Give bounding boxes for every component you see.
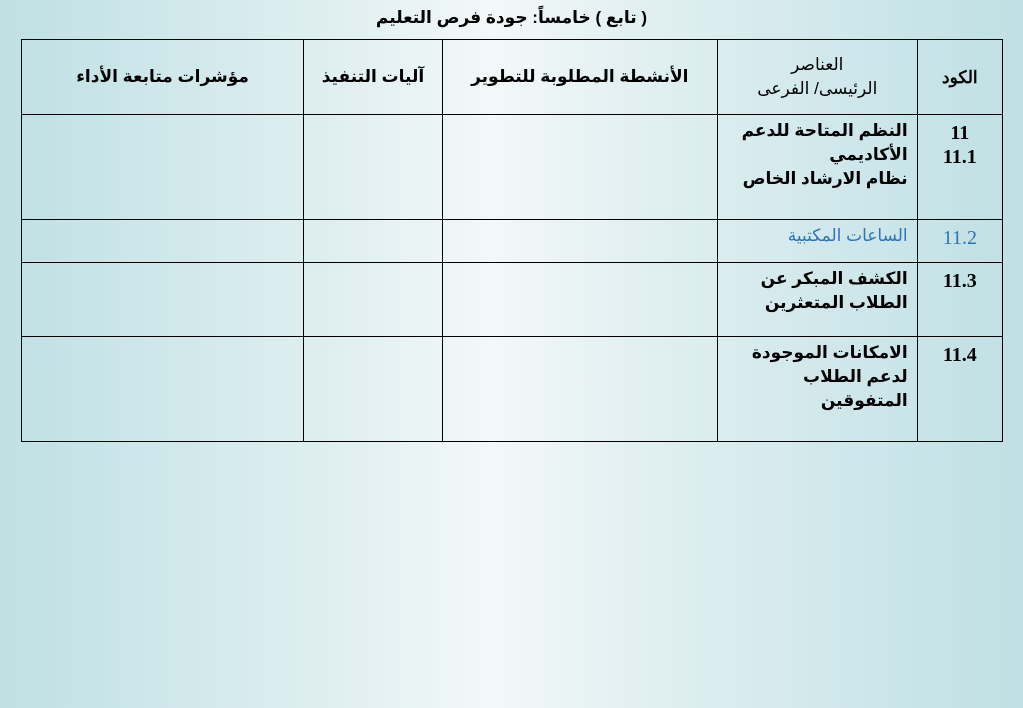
element-line: الأكاديمي (829, 145, 908, 164)
header-elements-line2: الرئيسى/ الفرعى (757, 79, 878, 98)
header-indicators: مؤشرات متابعة الأداء (22, 40, 304, 115)
header-activities: الأنشطة المطلوبة للتطوير (442, 40, 717, 115)
element-cell (717, 220, 917, 263)
page-title: ( تابع ) خامساً: جودة فرص التعليم (375, 8, 648, 27)
activities-cell[interactable] (442, 263, 717, 337)
header-mechanisms: آليات التنفيذ (304, 40, 443, 115)
header-elements-line1: العناصر (791, 55, 844, 74)
element-line: الكشف المبكر عن (760, 269, 908, 288)
element-line: الامكانات الموجودة (751, 343, 908, 362)
table-row (22, 220, 1003, 263)
header-elements (717, 40, 917, 115)
mechanisms-cell[interactable] (304, 220, 443, 263)
code-line: 11.1 (942, 146, 977, 168)
mechanisms-cell[interactable] (304, 115, 443, 220)
element-line: النظم المتاحة للدعم (741, 121, 908, 140)
code-cell (917, 220, 1002, 263)
element-line: الساعات المكتبية (787, 226, 908, 245)
table-row (22, 337, 1003, 442)
code-line: 11.2 (942, 227, 977, 249)
header-code: الكود (917, 40, 1002, 115)
code-cell (917, 263, 1002, 337)
indicators-cell[interactable] (22, 337, 304, 442)
table-row (22, 263, 1003, 337)
element-line: الطلاب المتعثرين (764, 293, 908, 312)
element-cell (717, 115, 917, 220)
code-cell (917, 337, 1002, 442)
code-line: 11.4 (942, 344, 977, 366)
element-line: لدعم الطلاب (803, 367, 908, 386)
indicators-cell[interactable] (22, 263, 304, 337)
indicators-cell[interactable] (22, 115, 304, 220)
element-cell (717, 337, 917, 442)
table-row (22, 115, 1003, 220)
element-cell (717, 263, 917, 337)
element-line: المتفوقين (820, 391, 908, 410)
header-row (22, 40, 1003, 115)
activities-cell[interactable] (442, 337, 717, 442)
code-cell (917, 115, 1002, 220)
mechanisms-cell[interactable] (304, 263, 443, 337)
indicators-cell[interactable] (22, 220, 304, 263)
code-line: 11.3 (942, 270, 977, 292)
activities-cell[interactable] (442, 220, 717, 263)
quality-table (21, 39, 1003, 442)
code-line: 11 (950, 122, 970, 144)
mechanisms-cell[interactable] (304, 337, 443, 442)
activities-cell[interactable] (442, 115, 717, 220)
element-line: نظام الارشاد الخاص (742, 169, 908, 188)
